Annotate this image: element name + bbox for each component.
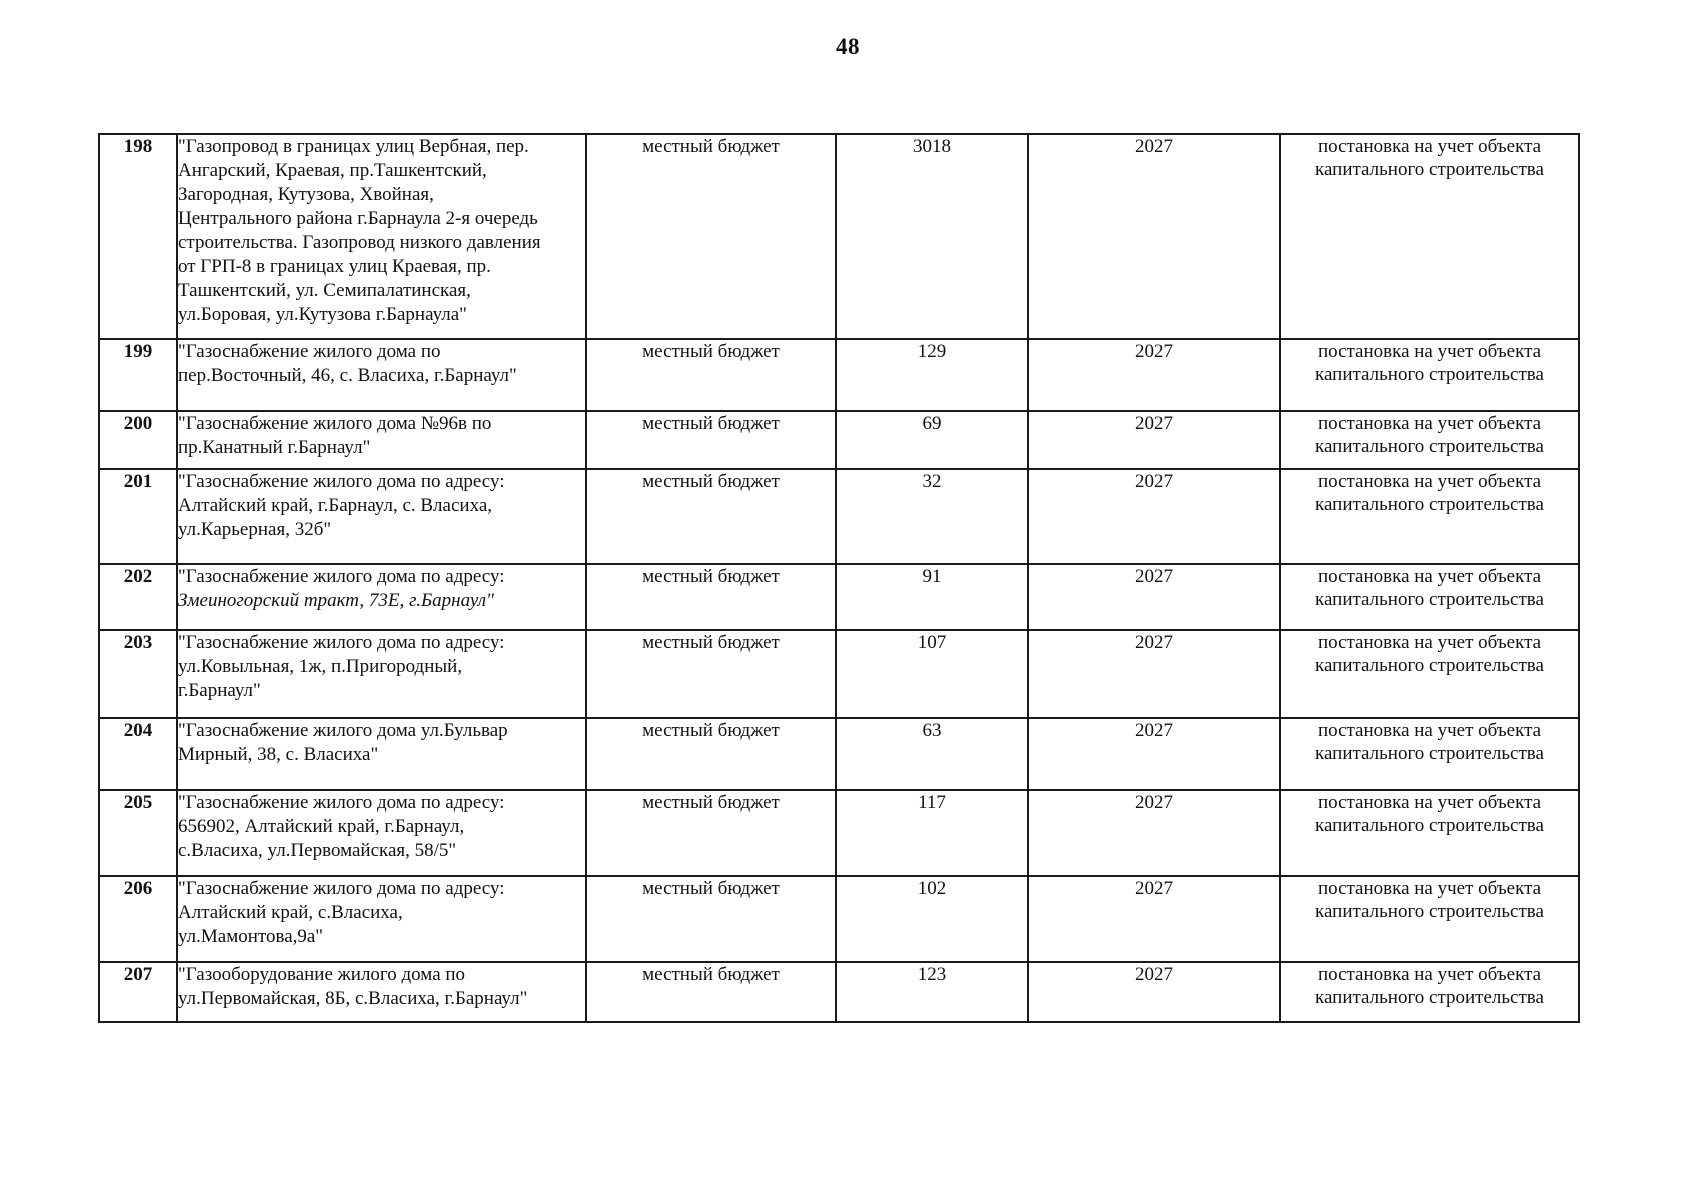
- year: 2027: [1028, 718, 1280, 790]
- year: 2027: [1028, 339, 1280, 411]
- note: постановка на учет объекта капитального строительства: [1280, 876, 1579, 962]
- object-name-text: "Газоснабжение жилого дома по адресу:: [178, 566, 505, 587]
- row-number: 204: [99, 718, 177, 790]
- funding-source: местный бюджет: [586, 962, 836, 1022]
- row-number: 201: [99, 469, 177, 564]
- year: 2027: [1028, 564, 1280, 630]
- amount: 32: [836, 469, 1028, 564]
- table-row: [99, 790, 1579, 876]
- object-name: [177, 790, 586, 876]
- object-name-text: "Газоснабжение жилого дома по адресу: 656902, Алтайский край, г.Барнаул, с.Власиха, ул.Первомайская, 58/5": [178, 792, 505, 861]
- year: 2027: [1028, 134, 1280, 339]
- row-number: 202: [99, 564, 177, 630]
- funding-source: местный бюджет: [586, 876, 836, 962]
- funding-source: местный бюджет: [586, 564, 836, 630]
- row-number: 206: [99, 876, 177, 962]
- object-name: [177, 339, 586, 411]
- object-name-text: "Газопровод в границах улиц Вербная, пер. Ангарский, Краевая, пр.Ташкентский, Загородная, Кутузова, Хвойная, Центрального района г.Барнаула 2-я очередь строительства. Газопровод низкого давления от ГРП-8 в границах улиц Краевая, пр. Ташкентский, ул. Семипалатинская, ул.Боровая, ул.Кутузова г.Барнаула": [178, 136, 541, 325]
- amount: 69: [836, 411, 1028, 469]
- object-name-text: "Газоснабжение жилого дома по адресу: ул.Ковыльная, 1ж, п.Пригородный, г.Барнаул": [178, 632, 505, 701]
- funding-source: местный бюджет: [586, 469, 836, 564]
- object-name-text: "Газоснабжение жилого дома по адресу: Алтайский край, с.Власиха, ул.Мамонтова,9а": [178, 878, 505, 947]
- note: постановка на учет объекта капитального строительства: [1280, 469, 1579, 564]
- funding-source: местный бюджет: [586, 790, 836, 876]
- note: постановка на учет объекта капитального строительства: [1280, 339, 1579, 411]
- object-name-text: "Газоснабжение жилого дома №96в по пр.Канатный г.Барнаул": [178, 413, 492, 458]
- note: постановка на учет объекта капитального строительства: [1280, 630, 1579, 718]
- table-row: [99, 134, 1579, 339]
- row-number: 200: [99, 411, 177, 469]
- note: постановка на учет объекта капитального строительства: [1280, 134, 1579, 339]
- year: 2027: [1028, 790, 1280, 876]
- funding-source: местный бюджет: [586, 339, 836, 411]
- year: 2027: [1028, 630, 1280, 718]
- note: постановка на учет объекта капитального строительства: [1280, 790, 1579, 876]
- object-name: [177, 469, 586, 564]
- table-row: [99, 962, 1579, 1022]
- note: постановка на учет объекта капитального строительства: [1280, 718, 1579, 790]
- object-name: [177, 876, 586, 962]
- funding-source: местный бюджет: [586, 630, 836, 718]
- year: 2027: [1028, 876, 1280, 962]
- row-number: 205: [99, 790, 177, 876]
- object-name-text: "Газоснабжение жилого дома ул.Бульвар Мирный, 38, с. Власиха": [178, 720, 508, 765]
- note: постановка на учет объекта капитального строительства: [1280, 411, 1579, 469]
- table-row: [99, 630, 1579, 718]
- note: постановка на учет объекта капитального строительства: [1280, 962, 1579, 1022]
- amount: 102: [836, 876, 1028, 962]
- amount: 3018: [836, 134, 1028, 339]
- year: 2027: [1028, 469, 1280, 564]
- object-name-text: "Газоснабжение жилого дома по пер.Восточный, 46, с. Власиха, г.Барнаул": [178, 341, 517, 386]
- amount: 107: [836, 630, 1028, 718]
- year: 2027: [1028, 962, 1280, 1022]
- object-name-text: "Газоснабжение жилого дома по адресу: Алтайский край, г.Барнаул, с. Власиха, ул.Карьерная, 32б": [178, 471, 505, 540]
- funding-source: местный бюджет: [586, 411, 836, 469]
- object-name-address: Змеиногорский тракт, 73Е, г.Барнаул": [178, 590, 495, 611]
- object-name: [177, 630, 586, 718]
- amount: 91: [836, 564, 1028, 630]
- object-name: [177, 962, 586, 1022]
- table-row: [99, 469, 1579, 564]
- table-row: [99, 411, 1579, 469]
- object-name: [177, 134, 586, 339]
- amount: 117: [836, 790, 1028, 876]
- amount: 129: [836, 339, 1028, 411]
- table-row: [99, 564, 1579, 630]
- funding-source: местный бюджет: [586, 718, 836, 790]
- row-number: 199: [99, 339, 177, 411]
- note: постановка на учет объекта капитального строительства: [1280, 564, 1579, 630]
- table-row: [99, 339, 1579, 411]
- amount: 123: [836, 962, 1028, 1022]
- row-number: 203: [99, 630, 177, 718]
- row-number: 207: [99, 962, 177, 1022]
- year: 2027: [1028, 411, 1280, 469]
- row-number: 198: [99, 134, 177, 339]
- amount: 63: [836, 718, 1028, 790]
- object-name: [177, 718, 586, 790]
- object-name: [177, 411, 586, 469]
- investment-table: [98, 133, 1580, 1023]
- funding-source: местный бюджет: [586, 134, 836, 339]
- table-row: [99, 876, 1579, 962]
- object-name-text: "Газооборудование жилого дома по ул.Первомайская, 8Б, с.Власиха, г.Барнаул": [178, 964, 528, 1009]
- table-row: [99, 718, 1579, 790]
- page-number: 48: [836, 34, 860, 59]
- object-name: [177, 564, 586, 630]
